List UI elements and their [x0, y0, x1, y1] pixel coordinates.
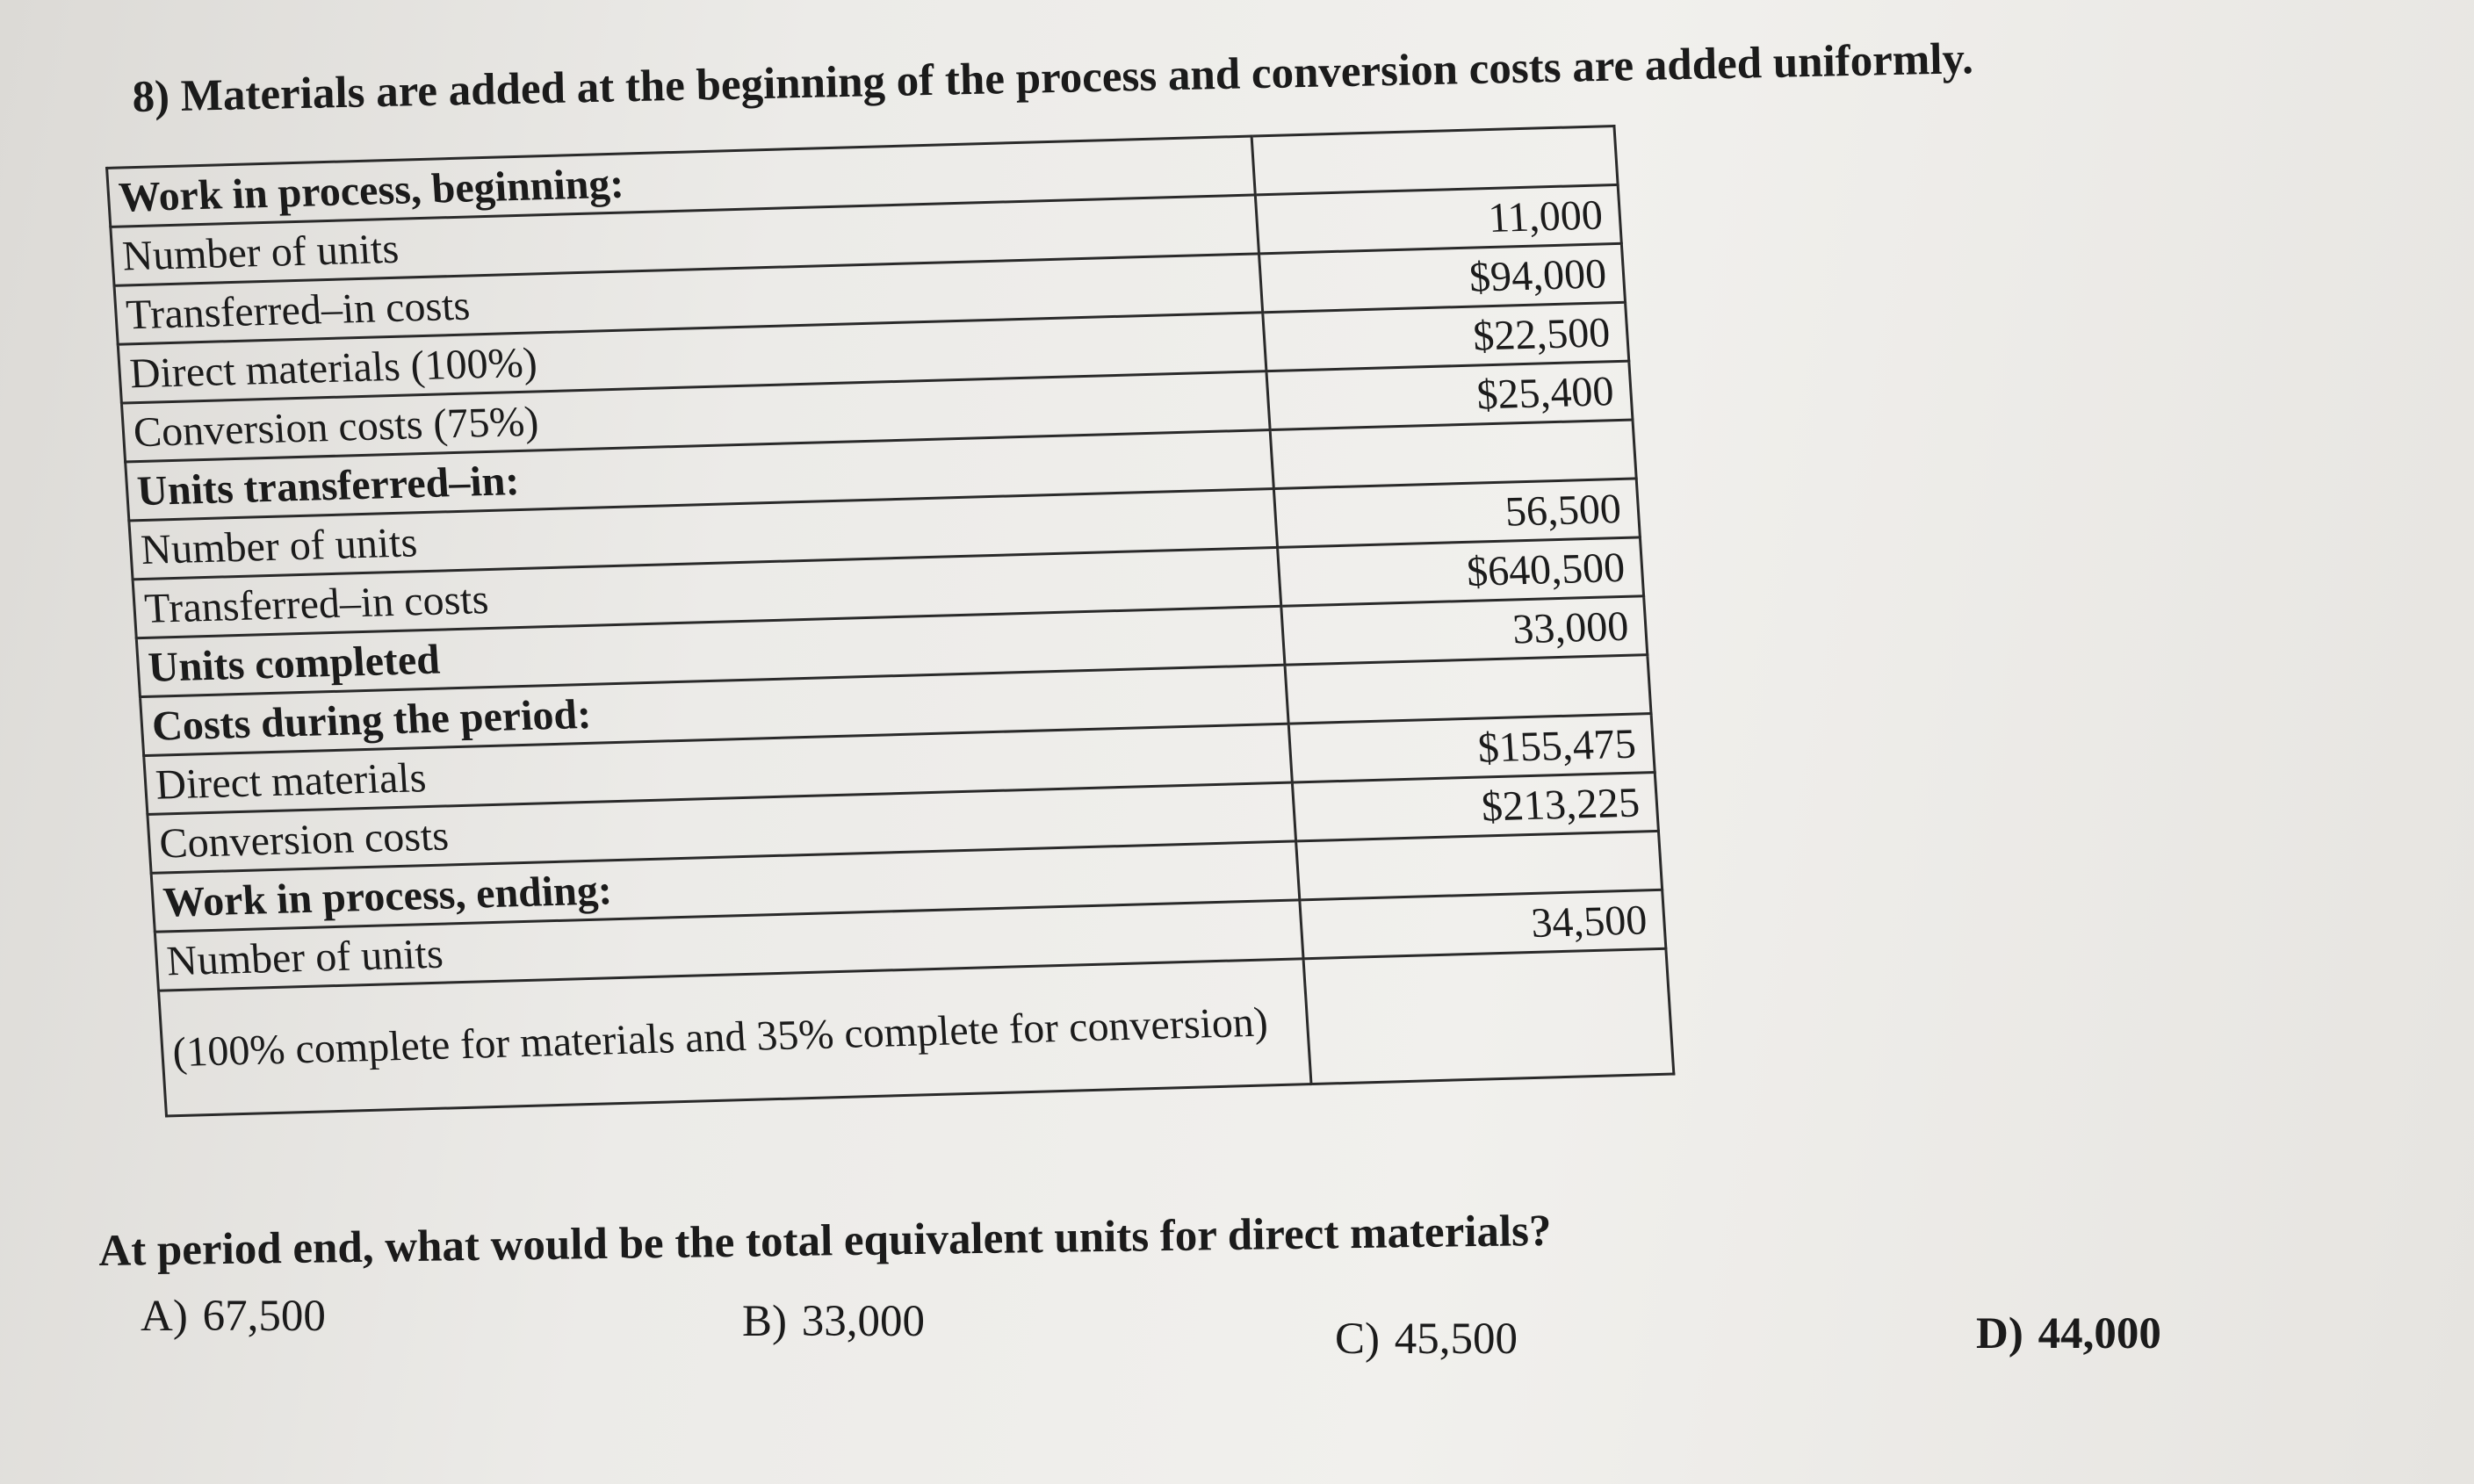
option-value: 45,500	[1394, 1315, 1518, 1364]
question-text: Materials are added at the beginning of the process and conversion costs are added uniformly.	[180, 34, 1974, 121]
question-prompt: At period end, what would be the total equivalent units for direct materials?	[98, 1206, 1552, 1276]
row-label: Conversion costs (75%)	[121, 371, 1269, 462]
option-letter: C)	[1335, 1315, 1380, 1364]
option-letter: B)	[742, 1297, 787, 1346]
row-label: (100% complete for materials and 35% complete for conversion)	[159, 959, 1311, 1116]
option-value: 33,000	[801, 1297, 925, 1346]
row-label: Transferred–in costs	[114, 254, 1262, 344]
row-value: 56,500	[1273, 479, 1640, 547]
row-label: Direct materials (100%)	[118, 313, 1266, 403]
show-through-text	[176, 18, 185, 62]
row-label: Number of units	[111, 195, 1259, 285]
option-letter: D)	[1976, 1309, 2023, 1358]
row-label: Costs during the period:	[140, 665, 1287, 755]
question-number: 8)	[132, 72, 170, 122]
option-value: 44,000	[2038, 1309, 2161, 1358]
row-label: Number of units	[155, 900, 1302, 991]
row-value: 33,000	[1280, 596, 1647, 665]
question-title	[132, 33, 1973, 123]
option-a[interactable]	[141, 1291, 326, 1342]
row-value	[1285, 655, 1651, 724]
row-value: $640,500	[1277, 537, 1643, 606]
row-label: Work in process, ending:	[151, 841, 1299, 932]
option-c[interactable]	[1335, 1314, 1518, 1365]
option-b[interactable]	[742, 1296, 925, 1347]
row-value	[1251, 126, 1618, 195]
option-letter: A)	[141, 1292, 188, 1341]
row-value	[1295, 831, 1662, 899]
option-value: 67,500	[202, 1292, 326, 1341]
row-label: Number of units	[129, 489, 1277, 580]
row-value	[1270, 420, 1636, 488]
row-label: Units transferred–in:	[126, 430, 1273, 521]
row-label: Direct materials	[144, 724, 1292, 814]
row-value: $94,000	[1259, 243, 1625, 312]
row-value: $22,500	[1262, 302, 1628, 371]
row-value	[1303, 948, 1674, 1084]
process-costing-table	[105, 125, 1675, 1118]
row-label: Conversion costs	[148, 782, 1295, 873]
row-label: Transferred–in costs	[133, 547, 1280, 638]
row-value: $213,225	[1292, 773, 1658, 841]
row-label: Units completed	[136, 606, 1284, 696]
option-d[interactable]	[1976, 1308, 2161, 1359]
row-value: $25,400	[1266, 361, 1633, 429]
row-label: Work in process, beginning:	[107, 136, 1255, 227]
table-body	[107, 126, 1674, 1116]
row-value: 34,500	[1299, 890, 1665, 958]
row-value: $155,475	[1288, 714, 1655, 782]
row-value: 11,000	[1255, 184, 1621, 253]
